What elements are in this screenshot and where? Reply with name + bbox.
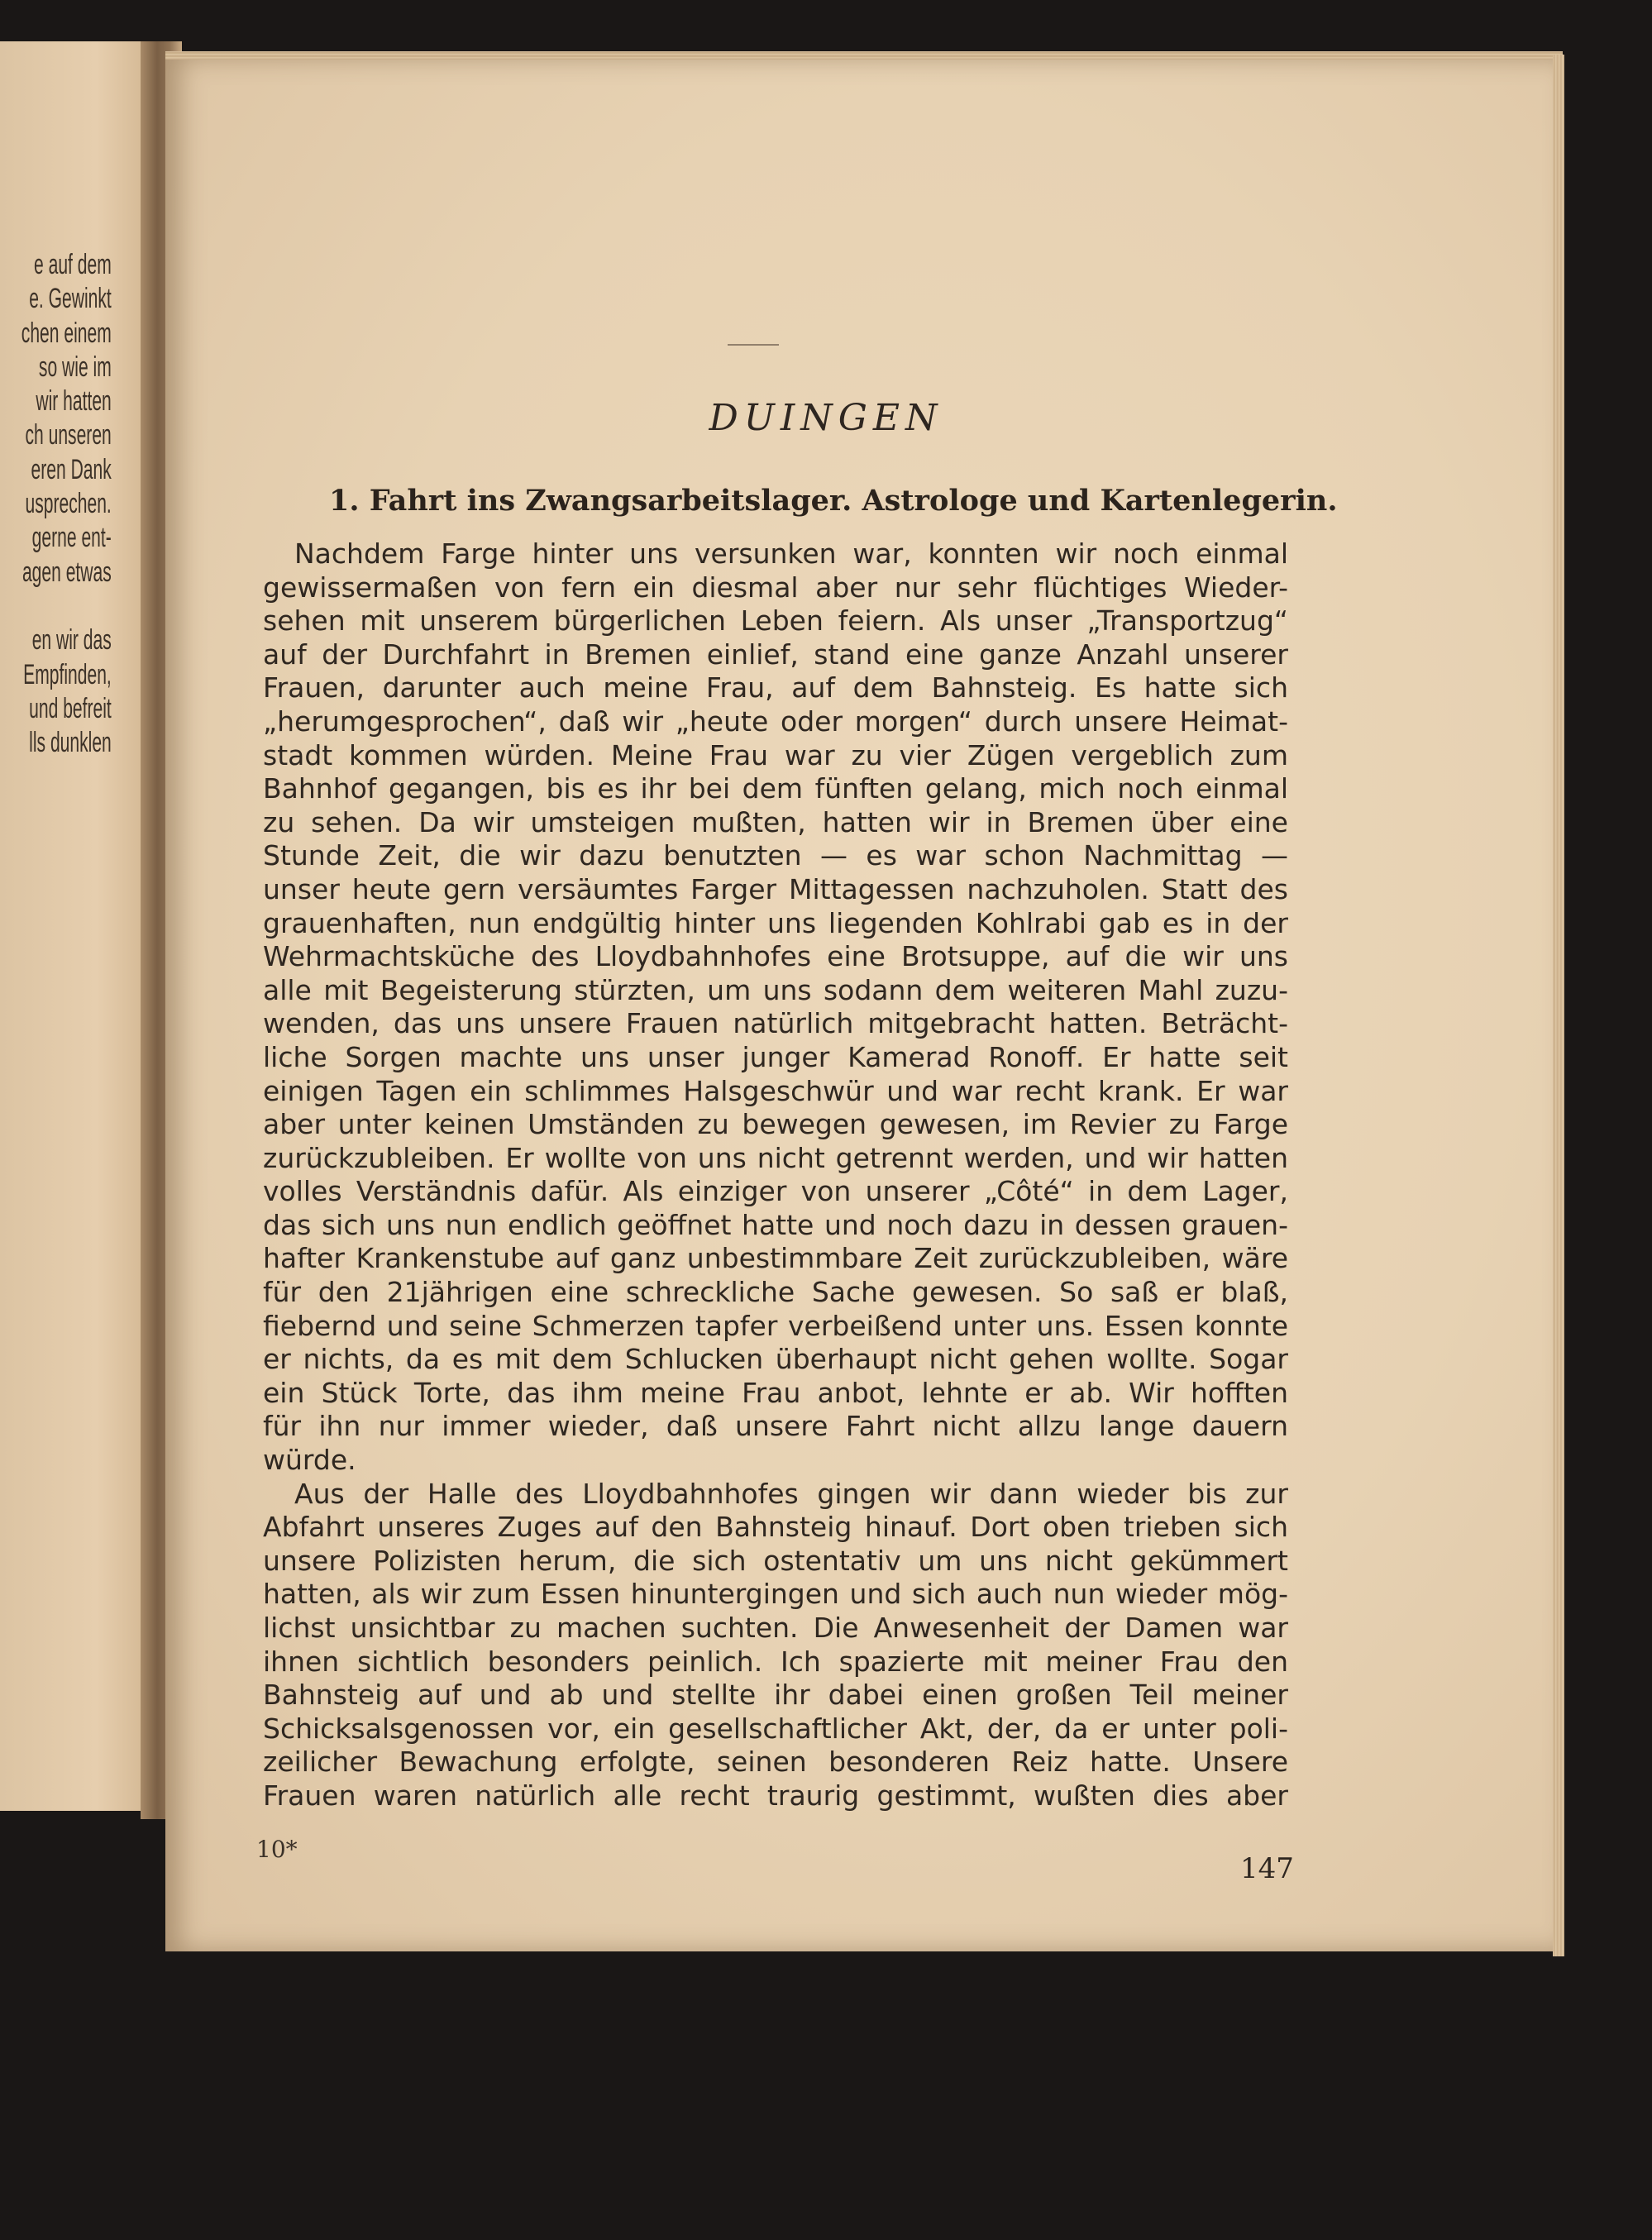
chapter-heading: DUINGEN	[709, 397, 943, 439]
text-line: Frauen, darunter auch meine Frau, auf dem Bahnsteig. Es hatte sich	[263, 671, 1288, 704]
text-line: ein Stück Torte, das ihm meine Frau anbot, lehnte er ab. Wir hofften	[263, 1376, 1288, 1409]
text-fragment: lls dunklen	[29, 727, 112, 759]
text-fragment: ch unseren	[25, 419, 112, 451]
text-line: Schicksalsgenossen vor, ein gesellschaftlicher Akt, der, da er unter poli-	[263, 1712, 1288, 1745]
text-fragment: agen etwas	[22, 556, 112, 588]
text-line: Wehrmachtsküche des Lloydbahnhofes eine Brotsuppe, auf die wir uns	[263, 940, 1288, 973]
text-line: volles Verständnis dafür. Als einziger von unserer „Côté“ in dem Lager,	[263, 1175, 1288, 1208]
text-line: unsere Polizisten herum, die sich ostentativ um uns nicht gekümmert	[263, 1544, 1288, 1577]
body-text	[263, 537, 1288, 1813]
text-fragment: chen einem	[21, 317, 112, 349]
text-line: Stunde Zeit, die wir dazu benutzten — es war schon Nachmittag —	[263, 839, 1288, 872]
page-fore-edge	[1553, 55, 1564, 1956]
text-line: Aus der Halle des Lloydbahnhofes gingen wir dann wieder bis zur	[294, 1477, 1288, 1510]
text-line: das sich uns nun endlich geöffnet hatte und noch dazu in dessen grauen-	[263, 1208, 1288, 1241]
chapter-ornament-rule	[728, 344, 779, 346]
text-fragment: usprechen.	[25, 488, 112, 520]
text-line: für den 21jährigen eine schreckliche Sache gewesen. So saß er blaß,	[263, 1276, 1288, 1309]
text-line: alle mit Begeisterung stürzten, um uns sodann dem weiteren Mahl zuzu-	[263, 973, 1288, 1006]
text-line: ihnen sichtlich besonders peinlich. Ich spazierte mit meiner Frau den	[263, 1645, 1288, 1678]
text-line: Bahnsteig auf und ab und stellte ihr dabei einen großen Teil meiner	[263, 1679, 1288, 1712]
text-fragment: eren Dank	[31, 453, 112, 485]
text-line: lichst unsichtbar zu machen suchten. Die Anwesenheit der Damen war	[263, 1612, 1288, 1644]
previous-page	[0, 41, 161, 1811]
text-line: stadt kommen würden. Meine Frau war zu vier Zügen vergeblich zum	[263, 738, 1288, 771]
text-line: liche Sorgen machte uns unser junger Kamerad Ronoff. Er hatte seit	[263, 1040, 1288, 1073]
text-line: Nachdem Farge hinter uns versunken war, konnten wir noch einmal	[294, 537, 1288, 570]
text-line: sehen mit unserem bürgerlichen Leben feiern. Als unser „Transportzug“	[263, 604, 1288, 638]
text-line: hafter Krankenstube auf ganz unbestimmbare Zeit zurückzubleiben, wäre	[263, 1242, 1288, 1275]
text-fragment: und befreit	[29, 692, 112, 724]
text-fragment: e auf dem	[34, 249, 112, 280]
text-line: für ihn nur immer wieder, daß unsere Fahrt nicht allzu lange dauern	[263, 1410, 1288, 1443]
text-line: zurückzubleiben. Er wollte von uns nicht getrennt werden, und wir hatten	[263, 1141, 1288, 1174]
text-fragment: Empfinden,	[23, 658, 112, 690]
text-line: gewissermaßen von fern ein diesmal aber nur sehr flüchtiges Wieder-	[263, 571, 1288, 604]
text-fragment: en wir das	[31, 624, 112, 657]
text-line: er nichts, da es mit dem Schlucken überhaupt nicht gehen wollte. Sogar	[263, 1343, 1288, 1376]
text-line: hatten, als wir zum Essen hinuntergingen und sich auch nun wieder mög-	[263, 1578, 1288, 1611]
text-fragment: e. Gewinkt	[29, 283, 112, 315]
page-number: 147	[1240, 1852, 1294, 1885]
text-line: grauenhaften, nun endgültig hinter uns liegenden Kohlrabi gab es in der	[263, 906, 1288, 939]
text-line: fiebernd und seine Schmerzen tapfer verbeißend unter uns. Essen konnte	[263, 1309, 1288, 1342]
text-fragment: gerne ent-	[31, 522, 112, 554]
text-fragment: wir hatten	[36, 385, 112, 418]
text-line: aber unter keinen Umständen zu bewegen gewesen, im Revier zu Farge	[263, 1108, 1288, 1141]
text-line: unser heute gern versäumtes Farger Mittagessen nachzuholen. Statt des	[263, 872, 1288, 905]
text-line: zu sehen. Da wir umsteigen mußten, hatten wir in Bremen über eine	[263, 805, 1288, 838]
text-line: „herumgesprochen“, daß wir „heute oder morgen“ durch unsere Heimat-	[263, 704, 1288, 738]
text-line: zeilicher Bewachung erfolgte, seinen besonderen Reiz hatte. Unsere	[263, 1746, 1288, 1779]
previous-page-text	[21, 248, 112, 760]
paragraph-gap	[21, 590, 112, 623]
text-line: Bahnhof gegangen, bis es ihr bei dem fünften gelang, mich noch einmal	[263, 772, 1288, 805]
text-line: wenden, das uns unsere Frauen natürlich mitgebracht hatten. Beträcht-	[263, 1007, 1288, 1040]
page-top-edge	[165, 51, 1563, 60]
text-line: würde.	[263, 1444, 356, 1477]
section-subheading: 1. Fahrt ins Zwangsarbeitslager. Astrologe und Kartenlegerin.	[329, 484, 1338, 518]
text-line: auf der Durchfahrt in Bremen einlief, stand eine ganze Anzahl unserer	[263, 638, 1288, 671]
text-line: Abfahrt unseres Zuges auf den Bahnsteig hinauf. Dort oben trieben sich	[263, 1511, 1288, 1544]
text-line: einigen Tagen ein schlimmes Halsgeschwür und war recht krank. Er war	[263, 1074, 1288, 1107]
text-fragment: so wie im	[39, 351, 112, 383]
signature-mark: 10*	[256, 1836, 298, 1863]
text-line: Frauen waren natürlich alle recht traurig gestimmt, wußten dies aber	[263, 1779, 1288, 1812]
